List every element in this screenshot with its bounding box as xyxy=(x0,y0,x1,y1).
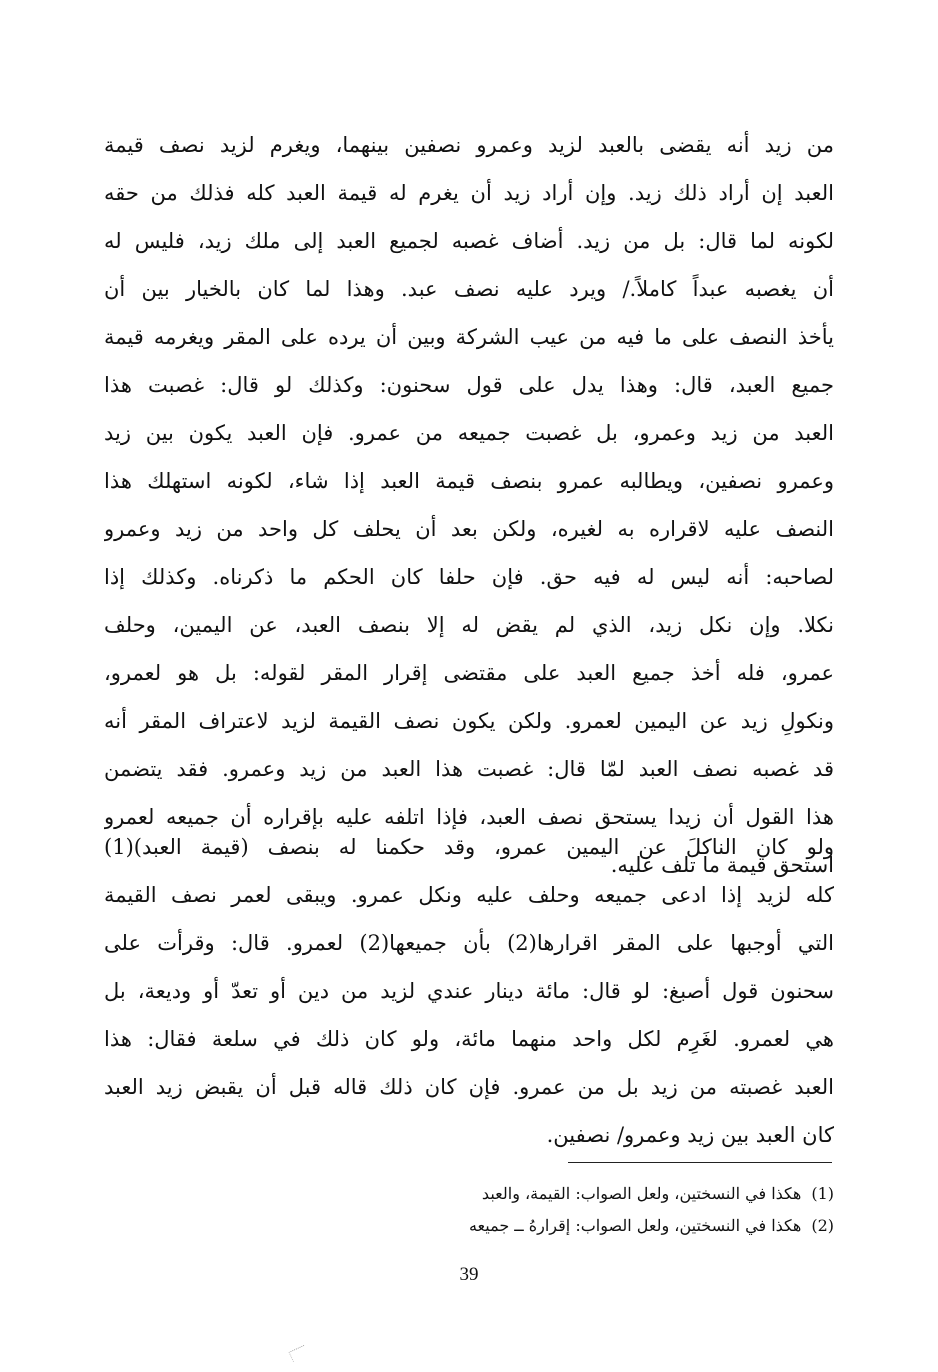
text-line: جميع العبد، قال: وهذا يدل على قول سحنون: وكذلك لو قال: غصبت هذا xyxy=(104,373,834,397)
text-line: وعمرو نصفين، ويطالبه عمرو بنصف قيمة العبد إذا شاء، لكونه استهلك هذا xyxy=(104,469,834,493)
text-line: ولو كان الناكلَ عن اليمين عمرو، وقد حكمنا له بنصف (قيمة العبد)(1) xyxy=(104,835,834,859)
main-paragraph-1 xyxy=(104,121,834,889)
text-line: التي أوجبها على المقر اقرارها(2) بأن جميعها(2) لعمرو. قال: وقرأت على xyxy=(104,931,834,955)
text-line: من زيد أنه يقضى بالعبد لزيد وعمرو نصفين بينهما، ويغرم لزيد نصف قيمة xyxy=(104,133,834,157)
footnote-number: (2) xyxy=(811,1216,834,1235)
page-number: 39 xyxy=(459,1264,479,1285)
text-line: عمرو، فله أخذ جميع العبد على مقتضى إقرار المقر لقوله: بل هو لعمرو، xyxy=(104,661,834,685)
text-line: يأخذ النصف على ما فيه من عيب الشركة وبين أن يرده على المقر ويغرمه قيمة xyxy=(104,325,834,349)
text-line: نكلا. وإن نكل زيد، الذي لم يقض له إلا بنصف العبد، عن اليمين، وحلف xyxy=(104,613,834,637)
footnote-2 xyxy=(330,1210,834,1242)
text-line: أن يغصبه عبداً كاملاً./ ويرد عليه نصف عبد. وهذا لما كان بالخيار بين أن xyxy=(104,277,834,301)
text-line: العبد إن أراد ذلك زيد. وإن أراد زيد أن يغرم له قيمة العبد كله فذلك من حقه xyxy=(104,181,834,205)
text-line: كله لزيد إذا ادعى جميعه وحلف عليه ونكل عمرو. ويبقى لعمر نصف القيمة xyxy=(104,883,834,907)
footnote-separator xyxy=(568,1162,832,1163)
text-line: سحنون قول أصبغ: لو قال: مائة دينار عندي لزيد من دين أو تعدّ أو وديعة، بل xyxy=(104,979,834,1003)
text-line: العبد من زيد وعمرو، بل غصبت جميعه من عمرو. فإن العبد يكون بين زيد xyxy=(104,421,834,445)
text-line: قد غصبه نصف العبد لمّا قال: غصبت هذا العبد من زيد وعمرو. فقد يتضمن xyxy=(104,757,834,781)
text-line: النصف عليه لاقراره به لغيره، ولكن بعد أن يحلف كل واحد من زيد وعمرو xyxy=(104,517,834,541)
text-line: هذا القول أن زيدا يستحق نصف العبد، فإذا اتلفه عليه بإقراره أن جميعه لعمرو xyxy=(104,805,834,829)
text-line: لصاحبه: أنه ليس له فيه حق. فإن حلفا كان الحكم ما ذكرناه. وكذلك إذا xyxy=(104,565,834,589)
footnote-number: (1) xyxy=(811,1184,834,1203)
main-paragraph-2 xyxy=(104,823,834,1159)
text-line: لكونه لما قال: بل من زيد. أضاف غصبه لجميع العبد إلى ملك زيد، فليس له xyxy=(104,229,834,253)
footnotes xyxy=(330,1178,834,1242)
text-line: هي لعمرو. لغَرِم لكل واحد منهما مائة، ولو كان ذلك في سلعة فقال: هذا xyxy=(104,1027,834,1051)
footnote-1 xyxy=(330,1178,834,1210)
footnote-text: هكذا في النسختين، ولعل الصواب: القيمة، والعبد xyxy=(481,1184,802,1203)
text-line: كان العبد بين زيد وعمرو/ نصفين. xyxy=(546,1123,834,1147)
text-line: ونكولِ زيد عن اليمين لعمرو. ولكن يكون نصف القيمة لزيد لاعتراف المقر أنه xyxy=(104,709,834,733)
text-line: العبد غصبته من زيد بل من عمرو. فإن كان ذلك قاله قبل أن يقبض زيد العبد xyxy=(104,1075,834,1099)
text-line: استحق قيمة ما تلف عليه. xyxy=(610,853,834,877)
scan-speck xyxy=(288,1345,308,1362)
footnote-text: هكذا في النسختين، ولعل الصواب: إقرارهُ ــ جميعه xyxy=(468,1216,802,1235)
